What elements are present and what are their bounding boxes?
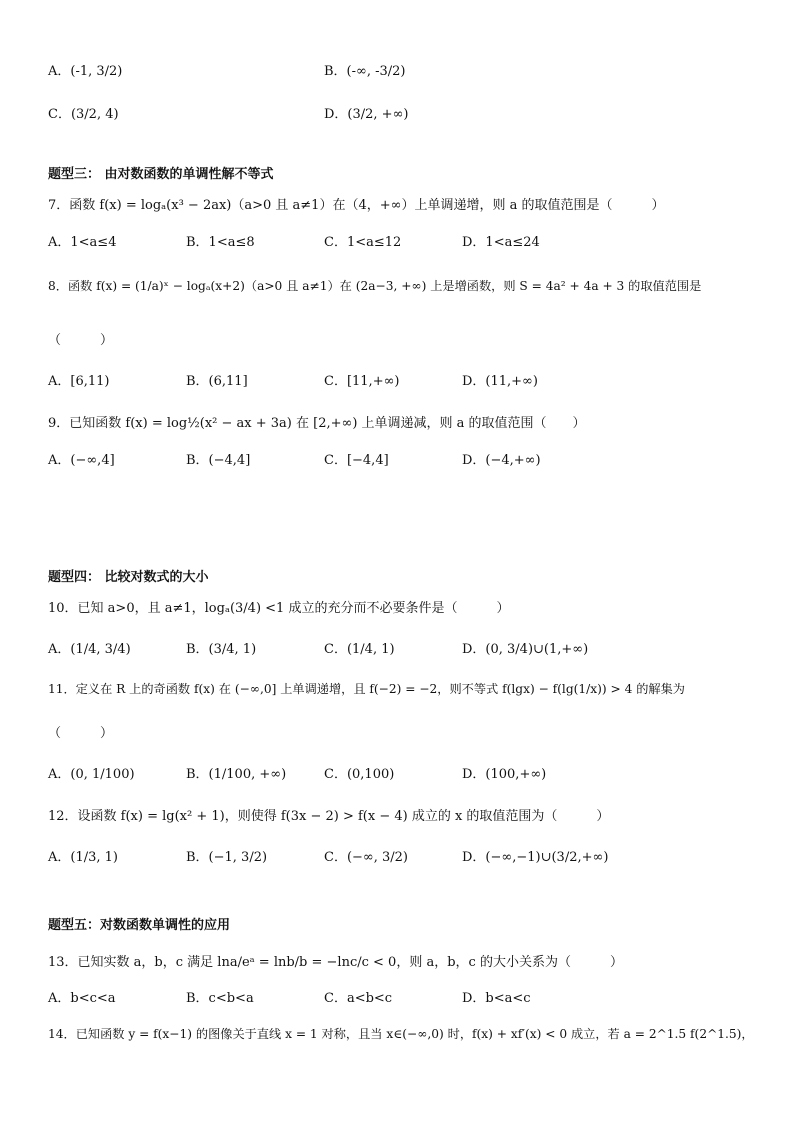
question-8: 8．函数 f(x) = (1/a)ˣ − logₐ(x+2)（a>0 且 a≠1）在 (2a−3, +∞) 上是增函数，则 S = 4a² + 4a + 3 的取值范围是	[48, 279, 702, 293]
q13-option-a: A．b<c<a	[48, 991, 116, 1006]
q8-option-b: B．(6,11]	[186, 374, 248, 389]
q8-option-d: D．(11,+∞)	[462, 374, 538, 389]
q7-option-c: C．1<a≤12	[324, 235, 402, 250]
question-11: 11．定义在 R 上的奇函数 f(x) 在 (−∞,0] 上单调递增，且 f(−2) = −2，则不等式 f(lgx) − f(lg(1/x)) > 4 的解集为	[48, 682, 685, 696]
question-8-blank: （ ）	[48, 333, 114, 348]
q12-option-d: D．(−∞,−1)∪(3/2,+∞)	[462, 850, 609, 865]
option-b-row1: B．(-∞, -3/2)	[324, 64, 406, 79]
question-10: 10．已知 a>0，且 a≠1，logₐ(3/4) <1 成立的充分而不必要条件是（ ）	[48, 601, 510, 616]
q7-option-d: D．1<a≤24	[462, 235, 540, 250]
q9-option-c: C．[−4,4]	[324, 453, 389, 468]
option-d-row2: D．(3/2, +∞)	[324, 107, 409, 122]
question-11-blank: （ ）	[48, 726, 114, 741]
section-heading-4: 题型四： 比较对数式的大小	[48, 570, 209, 585]
q13-option-c: C．a<b<c	[324, 991, 393, 1006]
q11-option-c: C．(0,100)	[324, 767, 395, 782]
q9-option-b: B．(−4,4]	[186, 453, 251, 468]
q10-option-b: B．(3/4, 1)	[186, 642, 257, 657]
option-a-row1: A．(-1, 3/2)	[48, 64, 123, 79]
q7-option-b: B．1<a≤8	[186, 235, 255, 250]
q8-option-a: A．[6,11)	[48, 374, 110, 389]
q13-option-b: B．c<b<a	[186, 991, 254, 1006]
q8-option-c: C．[11,+∞)	[324, 374, 400, 389]
question-7: 7．函数 f(x) = logₐ(x³ − 2ax)（a>0 且 a≠1）在（4，+∞）上单调递增，则 a 的取值范围是（ ）	[48, 198, 665, 213]
question-14: 14．已知函数 y = f(x−1) 的图像关于直线 x = 1 对称，且当 x∈(−∞,0) 时，f(x) + xf′(x) < 0 成立，若 a = 2^1.5 f(2^1.5)，	[48, 1027, 754, 1041]
q7-option-a: A．1<a≤4	[48, 235, 117, 250]
q12-option-b: B．(−1, 3/2)	[186, 850, 268, 865]
q10-option-a: A．(1/4, 3/4)	[48, 642, 131, 657]
q12-option-a: A．(1/3, 1)	[48, 850, 118, 865]
q13-option-d: D．b<a<c	[462, 991, 531, 1006]
q10-option-d: D．(0, 3/4)∪(1,+∞)	[462, 642, 589, 657]
section-heading-3: 题型三： 由对数函数的单调性解不等式	[48, 167, 274, 182]
question-13: 13．已知实数 a，b，c 满足 lna/eᵃ = lnb/b = −lnc/c < 0，则 a，b，c 的大小关系为（ ）	[48, 955, 623, 970]
q11-option-d: D．(100,+∞)	[462, 767, 547, 782]
option-c-row2: C．(3/2, 4)	[48, 107, 119, 122]
question-9: 9．已知函数 f(x) = log½(x² − ax + 3a) 在 [2,+∞) 上单调递减，则 a 的取值范围（ ）	[48, 416, 586, 431]
q9-option-d: D．(−4,+∞)	[462, 453, 541, 468]
q10-option-c: C．(1/4, 1)	[324, 642, 395, 657]
q11-option-b: B．(1/100, +∞)	[186, 767, 287, 782]
q11-option-a: A．(0, 1/100)	[48, 767, 135, 782]
q9-option-a: A．(−∞,4]	[48, 453, 115, 468]
section-heading-5: 题型五：对数函数单调性的应用	[48, 918, 231, 933]
q12-option-c: C．(−∞, 3/2)	[324, 850, 408, 865]
question-12: 12．设函数 f(x) = lg(x² + 1)，则使得 f(3x − 2) > f(x − 4) 成立的 x 的取值范围为（ ）	[48, 809, 610, 824]
